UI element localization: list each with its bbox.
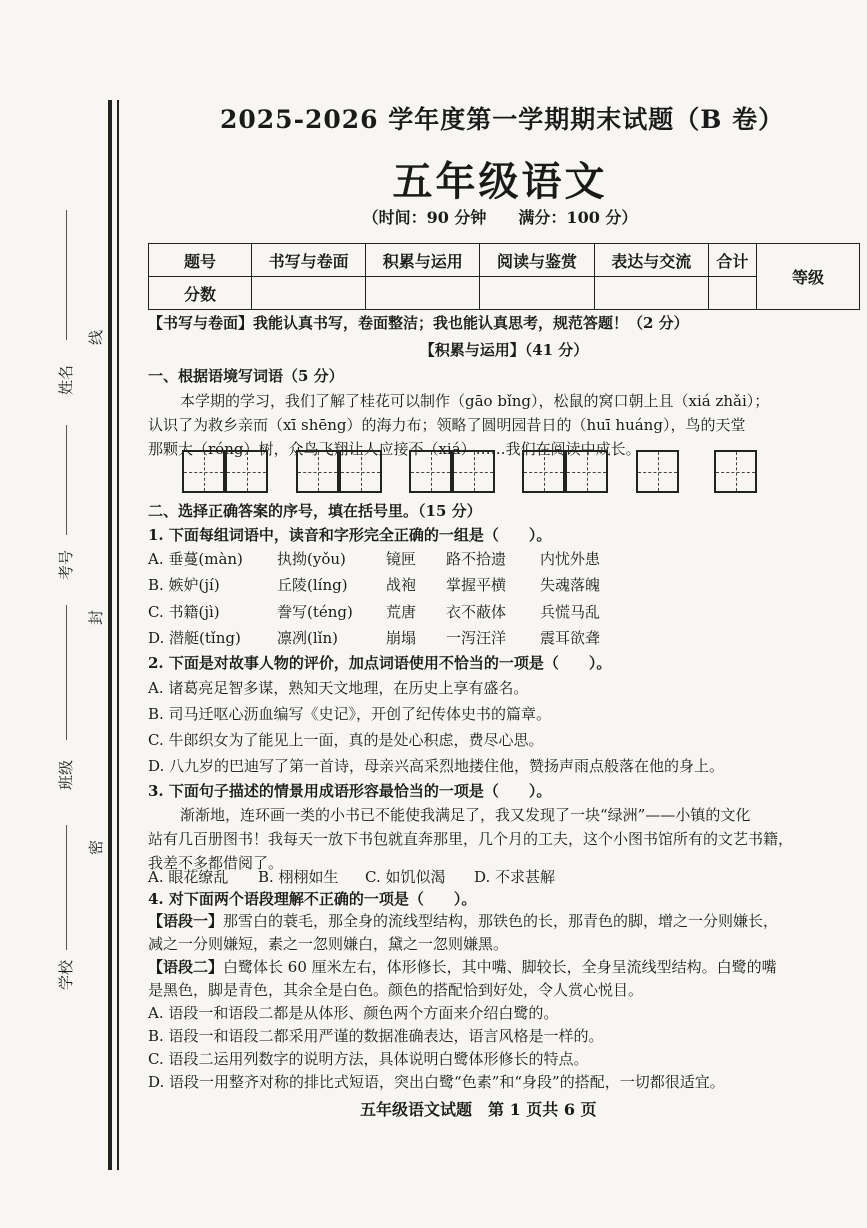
writing-box[interactable] (636, 450, 679, 493)
exam-title: 2025-2026 学年度第一学期期末试题（B 卷） (220, 105, 785, 134)
q1-word: 荒唐 (386, 603, 417, 621)
q3-passage-line: 站有几百册图书！我每天一放下书包就直奔那里，几个月的工夫，这个小图书馆所有的文艺书籍， (148, 830, 794, 848)
q4-option-b: B. 语段一和语段二都采用严谨的数据准确表达，语言风格是一样的。 (148, 1027, 604, 1045)
score-table (148, 243, 860, 310)
q1-word: 凛冽(lǐn) (277, 629, 338, 647)
q1-word: 一泻汪洋 (446, 629, 507, 647)
q1-word: 战袍 (386, 576, 417, 594)
q4-stem: 4. 对下面两个语段理解不正确的一项是（ ）。 (148, 890, 477, 908)
q3-option-d: D. 不求甚解 (474, 868, 556, 886)
q4-option-d: D. 语段一用整齐对称的排比式短语，突出白鹭“色素”和“身段”的搭配，一切都很适宜。 (148, 1073, 725, 1091)
q1-word: 掌握平横 (446, 576, 507, 594)
table-row-label: 分数 (149, 277, 252, 310)
writing-box[interactable] (714, 450, 757, 493)
writing-box[interactable] (522, 450, 565, 493)
q1-word: 崩塌 (386, 629, 417, 647)
score-table-header-row (149, 244, 860, 277)
score-cell[interactable] (252, 277, 366, 310)
q2-option-a: A. 诸葛亮足智多谋，熟知天文地理，在历史上享有盛名。 (148, 679, 529, 697)
q2-option-d: D. 八九岁的巴迪写了第一首诗，母亲兴高采烈地搂住他，赞扬声雨点般落在他的身上。 (148, 757, 725, 775)
q1-word: 内忧外患 (540, 550, 601, 568)
table-header-cell: 合计 (708, 244, 756, 277)
secret-label: 密 (87, 839, 105, 855)
table-header-cell: 表达与交流 (594, 244, 708, 277)
table-header-cell: 等级 (757, 244, 860, 310)
writing-box[interactable] (409, 450, 452, 493)
table-header-cell: 书写与卷面 (252, 244, 366, 277)
score-cell[interactable] (480, 277, 594, 310)
writing-box[interactable] (339, 450, 382, 493)
q4-seg1-line (148, 910, 778, 931)
score-cell[interactable] (366, 277, 480, 310)
table-header-cell: 题号 (149, 244, 252, 277)
q1-word: 誊写(téng) (277, 603, 353, 621)
part1-title: 一、根据语境写词语（5 分） (148, 367, 344, 385)
part1-line: 那颗大（róng）树，众鸟飞翔让人应接不（xiá）……我们在阅读中成长。 (148, 440, 641, 458)
q2-option-b: B. 司马迁呕心沥血编写《史记》，开创了纪传体史书的篇章。 (148, 705, 552, 723)
q1-option-b: B. 嫉妒(jí) (148, 576, 220, 594)
q1-word: 路不拾遗 (446, 550, 507, 568)
q3-passage-line: 我差不多都借阅了。 (148, 854, 284, 872)
q4-seg2-text: 白鹭体长 60 厘米左右，体形修长，其中嘴、脚较长，全身呈流线型结构。白鹭的嘴 (223, 958, 777, 976)
q1-option-a: A. 垂蔓(màn) (148, 550, 243, 568)
class-underline (66, 605, 67, 740)
q1-word: 失魂落魄 (540, 576, 601, 594)
table-header-cell: 积累与运用 (366, 244, 480, 277)
q4-seg2-line (148, 956, 777, 977)
writing-box[interactable] (182, 450, 225, 493)
q1-option-d: D. 潜艇(tǐng) (148, 629, 241, 647)
writing-box[interactable] (565, 450, 608, 493)
q4-seg1-tag: 【语段一】 (148, 912, 224, 930)
q4-seg2-tag: 【语段二】 (148, 958, 224, 976)
writing-box[interactable] (296, 450, 339, 493)
line-label: 线 (87, 329, 105, 345)
q3-option-c: C. 如饥似渴 (365, 868, 446, 886)
writing-box[interactable] (225, 450, 268, 493)
subject-title: 五年级语文 (392, 158, 608, 205)
q4-option-a: A. 语段一和语段二都是从体形、颜色两个方面来介绍白鹭的。 (148, 1004, 559, 1022)
name-label: 姓名 (57, 364, 75, 395)
q2-stem: 2. 下面是对故事人物的评价，加点词语使用不恰当的一项是（ ）。 (148, 654, 612, 672)
q1-option-c: C. 书籍(jì) (148, 603, 220, 621)
q1-word: 衣不蔽体 (446, 603, 507, 621)
q4-seg1-text: 那雪白的蓑毛，那全身的流线型结构，那铁色的长，那青色的脚，增之一分则嫌长， (223, 912, 779, 930)
q1-word: 震耳欲聋 (540, 629, 601, 647)
q1-word: 执拗(yǒu) (277, 550, 346, 568)
q3-option-a: A. 眼花缭乱 (148, 868, 229, 886)
page-footer: 五年级语文试题 第 1 页共 6 页 (360, 1100, 597, 1119)
part1-line: 认识了为救乡亲而（xī shēng）的海力布；领略了圆明园昔日的（huī huáng），鸟的天堂 (148, 416, 746, 434)
writing-box[interactable] (452, 450, 495, 493)
school-underline (66, 825, 67, 950)
q3-stem: 3. 下面句子描述的情景用成语形容最恰当的一项是（ ）。 (148, 782, 552, 800)
table-header-cell: 阅读与鉴赏 (480, 244, 594, 277)
q1-word: 兵慌马乱 (540, 603, 601, 621)
q4-seg2-line: 是黑色，脚是青色，其余全是白色。颜色的搭配恰到好处，令人赏心悦目。 (148, 981, 644, 999)
q4-seg1-line: 减之一分则嫌短，素之一忽则嫌白，黛之一忽则嫌黑。 (148, 935, 509, 953)
q3-option-b: B. 栩栩如生 (258, 868, 339, 886)
q1-word: 丘陵(líng) (277, 576, 348, 594)
score-cell[interactable] (708, 277, 756, 310)
school-label: 学校 (57, 959, 75, 990)
q3-passage-line: 渐渐地，连环画一类的小书已不能使我满足了，我又发现了一块“绿洲”——小镇的文化 (180, 806, 751, 824)
score-cell[interactable] (594, 277, 708, 310)
score-table-score-row (149, 277, 860, 310)
q1-word: 镜匣 (386, 550, 417, 568)
name-underline (66, 210, 67, 340)
q1-stem: 1. 下面每组词语中，读音和字形完全正确的一组是（ ）。 (148, 526, 552, 544)
q2-option-c: C. 牛郎织女为了能见上一面，真的是处心积虑，费尽心思。 (148, 731, 544, 749)
writing-note: 【书写与卷面】我能认真书写，卷面整洁；我也能认真思考，规范答题！（2 分） (148, 314, 689, 332)
class-label: 班级 (57, 759, 75, 790)
exam-info: （时间：90 分钟 满分：100 分） (362, 208, 638, 227)
seal-label: 封 (87, 609, 105, 625)
exam-no-underline (66, 425, 67, 535)
part1-line: 本学期的学习，我们了解了桂花可以制作（gāo bǐng），松鼠的窝口朝上且（xiá zhǎi）； (180, 392, 770, 410)
section-heading: 【积累与运用】（41 分） (419, 341, 589, 359)
exam-no-label: 考号 (57, 549, 75, 580)
binding-border-thick (108, 100, 112, 1170)
binding-border-thin (117, 100, 119, 1170)
q4-option-c: C. 语段二运用列数字的说明方法，具体说明白鹭体形修长的特点。 (148, 1050, 589, 1068)
part2-title: 二、选择正确答案的序号，填在括号里。（15 分） (148, 502, 482, 520)
